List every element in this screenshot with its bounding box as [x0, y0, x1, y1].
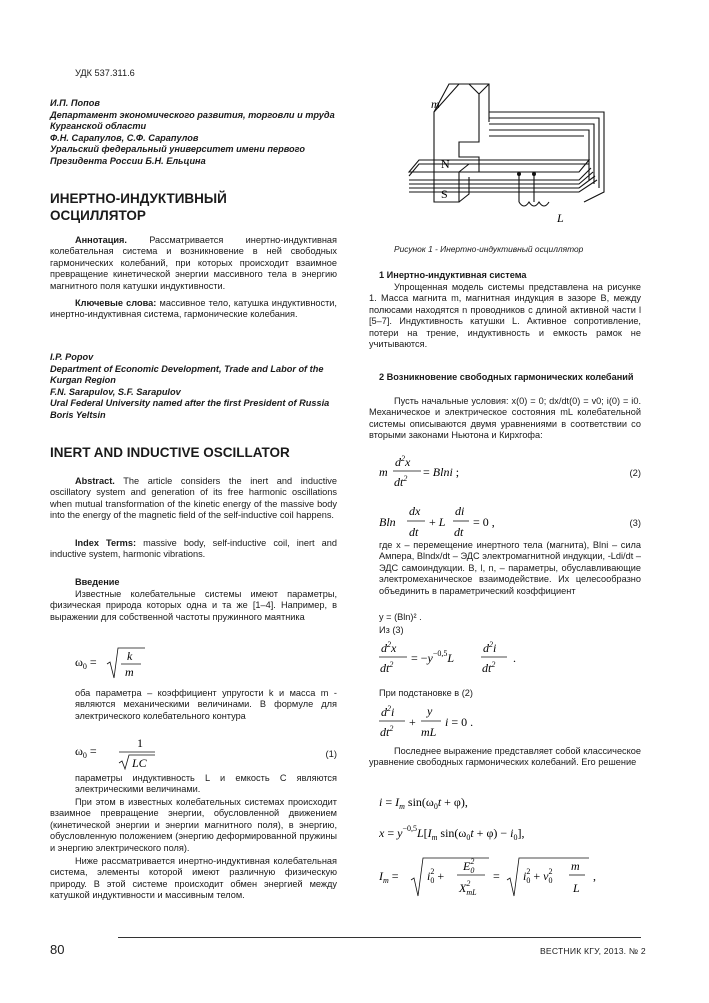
authors-en: [50, 352, 337, 422]
svg-text:dt: dt: [409, 525, 419, 539]
journal-issue: ВЕСТНИК КГУ, 2013. № 2: [540, 946, 646, 956]
figure-label-m: m: [431, 97, 440, 111]
keywords-ru-text: массивное тело, катушка индуктивности, инертно-индуктивная система, гармонические колебания.: [50, 298, 337, 320]
intro-paragraph-3: параметры индуктивность L и емкость C являются электрическими величинами.: [75, 773, 337, 795]
svg-text:mL: mL: [421, 725, 437, 739]
svg-text:=: =: [493, 869, 500, 883]
svg-text:L: L: [573, 881, 580, 895]
affiliation-en-2: Ural Federal University named after the first President of Russia Boris Yeltsin: [50, 398, 330, 420]
svg-text:dt2: $dt^2$: [380, 724, 394, 739]
svg-text:1: 1: [137, 736, 143, 750]
svg-text:+ L: + L: [429, 515, 446, 529]
figure-caption: Рисунок 1 - Инертно-индуктивный осциллятор: [394, 244, 584, 254]
author-en-2: F.N. Sarapulov, S.F. Sarapulov: [50, 386, 181, 397]
svg-text:dt2: $dt^2$: [394, 474, 408, 489]
author-ru-2: Ф.Н. Сарапулов, С.Ф. Сарапулов: [50, 132, 199, 143]
svg-text:m: m: [125, 665, 134, 679]
intro-paragraph-2: [75, 688, 337, 722]
equation-3-number: (3): [629, 517, 641, 528]
title-ru-line-2: ОСЦИЛЛЯТОР: [50, 208, 146, 223]
affiliation-en-1: Department of Economic Development, Trade and Labor of the Kurgan Region: [50, 363, 324, 386]
equation-3: [379, 502, 519, 542]
author-ru-1: И.П. Попов: [50, 98, 100, 108]
svg-text:d2x: $d^2x$: [395, 454, 411, 469]
section-2-heading: 2 Возникновение свободных гармонических колебаний: [379, 372, 634, 382]
page-number: 80: [50, 942, 65, 957]
equation-2-number: (2): [629, 467, 641, 478]
equation-4: [379, 638, 559, 678]
figure-oscillator: [379, 72, 639, 232]
figure-label-l: L: [557, 211, 564, 225]
formula-spring-frequency: [75, 642, 165, 684]
svg-text:E20: $E^2$ 0: [463, 857, 475, 875]
abstract-ru-label: Аннотация.: [75, 235, 127, 245]
udc-code: УДК 537.311.6: [75, 68, 135, 78]
svg-text:,: ,: [593, 869, 596, 883]
affiliation-ru-1: Департамент экономического развития, торговли и труда Курганской области: [50, 109, 335, 132]
svg-text:Bln: Bln: [379, 515, 396, 529]
intro-paragraph-1: Известные колебательные системы имеют параметры, физическая природа которых одна и та же [1–4]. Например, в выражении для собственной частоты пружинного маятника: [50, 589, 337, 622]
svg-text:m: m: [379, 465, 388, 479]
section-1-heading: 1 Инертно-индуктивная система: [379, 270, 527, 280]
svg-text:= −y−0,5L: = $-y^{-0,5}L$: [411, 649, 455, 665]
authors-ru: [50, 98, 337, 168]
svg-text:.: .: [513, 651, 516, 665]
substitution-text: При подстановке в (2): [379, 688, 473, 698]
author-en-1: I.P. Popov: [50, 352, 94, 362]
svg-text:dx: dx: [409, 504, 421, 518]
svg-text:ω0 =: $\omega_0$ =: [75, 655, 97, 671]
equation-1-number: (1): [325, 748, 337, 759]
svg-text:dt: dt: [454, 525, 464, 539]
index-terms-text: massive body, self-inductive coil, inert and inductive system, harmonic vibrations.: [50, 538, 337, 560]
where-text: где x – перемещение инертного тела (магнита), Blni – сила Ампера, Blndx/dt – ЭДС электромагнитной индукции, -Ldi/dt – ЭДС самоиндукции. B, l, n, – параметры, обуславливающие электромеханическое взаимодействие. Их целесообразно объединить в параметрический коэффициент: [379, 540, 641, 596]
title-ru: [50, 190, 227, 224]
svg-text:= Blni ;: = Blni ;: [423, 465, 460, 479]
abstract-en: [50, 476, 337, 522]
equation-5: [379, 702, 529, 742]
index-terms: [50, 538, 337, 561]
abstract-en-label: Abstract.: [75, 476, 115, 486]
index-terms-label: Index Terms:: [75, 538, 137, 548]
last-expression-text: Последнее выражение представляет собой классическое уравнение свободных гармонических колебаний. Его решение: [369, 746, 641, 768]
svg-text:d2x: $d^2x$: [381, 640, 397, 655]
intro-paragraph-2-text: оба параметра – коэффициент упругости k и масса m - являются механическими величинами. В формуле для электрического колебательного контура: [75, 688, 337, 721]
svg-text:di: di: [455, 504, 465, 518]
svg-text:ω0 =: $\omega_0$ =: [75, 744, 97, 760]
svg-text:m: m: [571, 859, 580, 873]
svg-text:i = 0 .: i = 0 .: [445, 715, 474, 729]
svg-text:LC: LC: [132, 756, 147, 770]
formula-lc-frequency: [75, 733, 185, 773]
equation-8: [379, 852, 641, 902]
abstract-ru-text: Рассматривается инертно-индуктивная колебательная система и возникновение в ней свободных гармонических колебаний, при которых происходит взаимное превращение кинетической энергии массивного тела в энергию магнитного поля катушки индуктивности.: [50, 235, 337, 291]
svg-text:dt2: $dt^2$: [380, 660, 394, 675]
intro-paragraph-4: При этом в известных колебательных системах происходит взаимное превращение энергии, обусловленной движением (кинетической энергии и энергии магнитного поля), в энергию, обусловленную положением (энергию деформированной пружины и энергию электрического поля).: [50, 797, 337, 853]
figure-label-s: S: [441, 187, 448, 201]
svg-text:i = Im sin(ω0t + φ),: $i = I_m$ $\sin(\omega_0t + \varphi)$,: [379, 795, 468, 811]
svg-text:dt2: $dt^2$: [482, 660, 496, 675]
abstract-ru: [50, 235, 337, 292]
svg-text:y: y: [427, 704, 433, 718]
footer-rule: [118, 937, 641, 938]
equation-2: [379, 452, 519, 492]
svg-text:k: k: [127, 649, 133, 663]
svg-text:x = y−0,5L[Im sin(ω0t + φ) − i: $x = y^{-0,5}L[I_m$ $\sin(\omega_0t + \varphi) - i_0$],: [379, 824, 525, 842]
title-en: INERT AND INDUCTIVE OSCILLATOR: [50, 445, 290, 460]
svg-text:= 0 ,: = 0 ,: [473, 515, 495, 529]
intro-paragraph-5: Ниже рассматривается инертно-индуктивная колебательная система, элементы которой имеют различную физическую природу. В этой системе происходит обмен энергией между катушкой индуктивности и массивным телом.: [50, 856, 337, 901]
figure-label-n: N: [441, 157, 450, 171]
from-eq-3: Из (3): [379, 625, 404, 635]
intro-heading: Введение: [75, 577, 120, 587]
affiliation-ru-2: Уральский федеральный университет имени первого Президента России Б.Н. Ельцина: [50, 144, 305, 166]
svg-text:i20 +: $i^2$ 0 +: [427, 867, 445, 885]
svg-text:X2mL: $X^2$ mL: [459, 879, 477, 897]
title-ru-line-1: ИНЕРТНО-ИНДУКТИВНЫЙ: [50, 191, 227, 206]
keywords-ru-label: Ключевые слова:: [75, 298, 157, 308]
equation-6: [379, 790, 529, 814]
svg-text:Im =: $I_m$ =: [379, 869, 399, 885]
section-1-text: Упрощенная модель системы представлена на рисунке 1. Масса магнита m, магнитная индукция в зазоре B, между полюсами находятся n проводников с длиной активной части l [5–7]. Индуктивность катушки L. Активное сопротивление, потери на трение, индуктивность и емкость рамок не учитываются.: [369, 282, 641, 350]
svg-text:+: +: [409, 715, 416, 729]
keywords-ru: [50, 298, 337, 321]
svg-text:d2i: $d^2i$: [381, 704, 395, 719]
equation-7: [379, 820, 609, 846]
svg-text:i20 + v20: $i^2$ $0 + v^2$ 0: [523, 867, 553, 885]
section-2-text: Пусть начальные условия: x(0) = 0; dx/dt(0) = v0; i(0) = i0. Механическое и электрическое состояния mL колебательной системы описываются двумя уравнениями в соответствии со вторыми законами Ньютона и Кирхгофа:: [369, 396, 641, 441]
svg-text:d2i: $d^2i$: [483, 640, 497, 655]
abstract-en-text: The article considers the inert and inductive oscillatory system and generation of its free harmonic oscillations when mutual transformation of the kinetic energy of the massive body into the energy of the magnetic field of the self-inductive coil happens.: [50, 476, 337, 521]
y-definition: y = (Bln)² .: [379, 612, 422, 622]
